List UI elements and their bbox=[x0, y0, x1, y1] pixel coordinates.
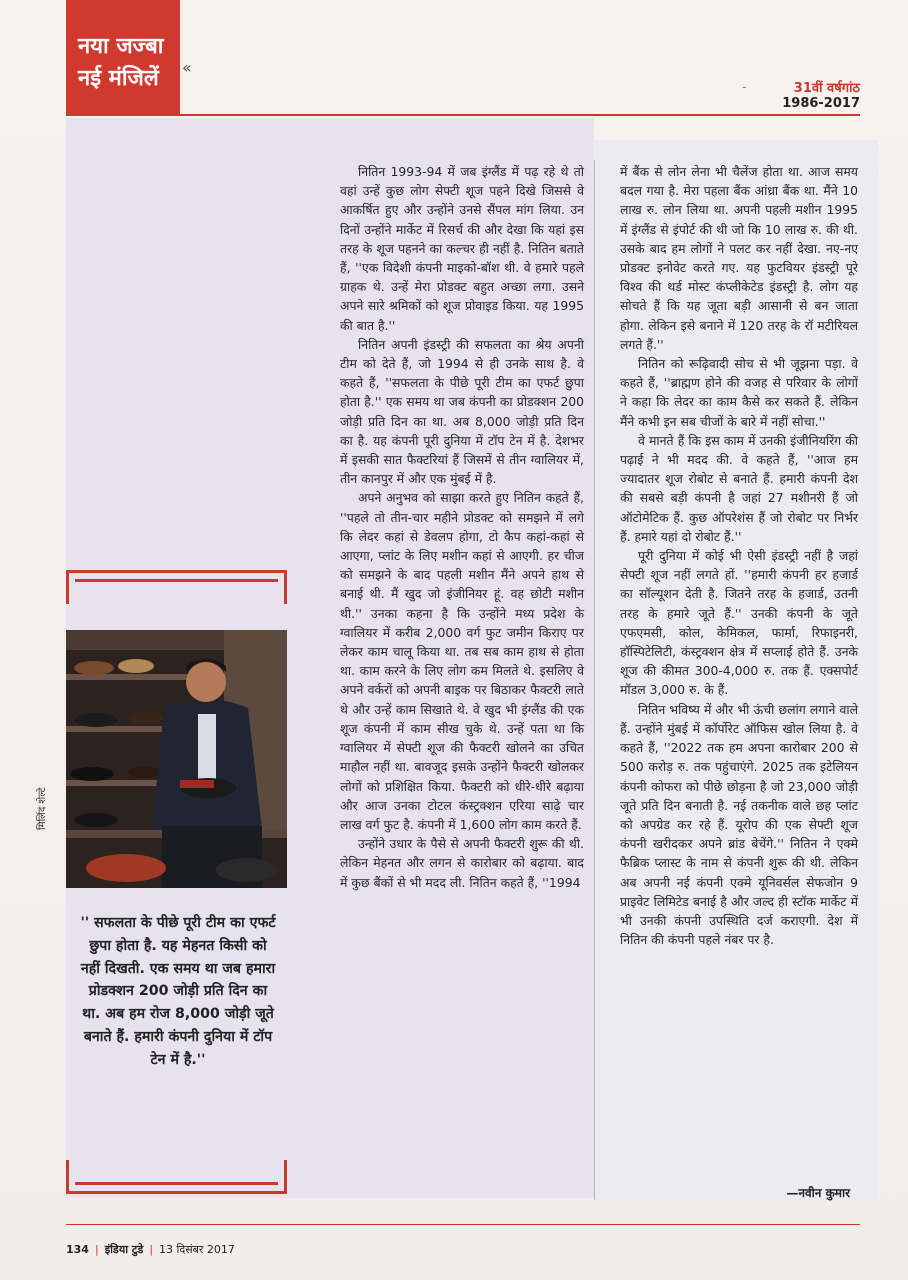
paragraph: नितिन अपनी इंडस्ट्री की सफलता का श्रेय अपनी टीम को देते हैं, जो 1994 से ही उनके साथ है. वे कहते हैं, ''सफलता के पीछे पूरी टीम का एफर्ट छुपा होता है.'' एक समय था जब कंपनी का प्रोडक्शन 200 जोड़ी प्रति दिन का था. अब 8,000 जोड़ी प्रति दिन का है. यह कंपनी पूरी दुनिया में टॉप टेन में है. देशभर में इसकी सात फैक्टरियां हैं जिसमें से तीन ग्वालियर में, तीन कानपुर में और एक मुंबई में है. bbox=[340, 336, 584, 487]
issue-date: 13 दिसंबर 2017 bbox=[159, 1243, 235, 1256]
header-rule bbox=[66, 114, 860, 116]
article-column-2 bbox=[620, 162, 858, 949]
paragraph: अपने अनुभव को साझा करते हुए नितिन कहते हैं, ''पहले तो तीन-चार महीने प्रोडक्ट को समझने में लगे कि लेदर कहां से डेवलप होगा, टो कैप कहां-कहां से आएगा, प्लांट के लिए मशीन कहां से आएगी. हर चीज को समझने के बाद पहली मशीन मैंने अपने हाथ से बनाई थी. मैं खुद जो इंजीनियर हूं. वह छोटी मशीन थी.'' उनका कहना है कि उन्होंने मध्य प्रदेश के ग्वालियर में करीब 2,000 वर्ग फुट जमीन किराए पर लेकर काम चालू किया था. तब सब काम हाथ से होता था. काम करने के लिए लोग कम मिलते थे. इसलिए वे अपने वर्करों को अपनी बाइक पर बिठाकर फैक्टरी लाते थे और उन्हें काम सिखाते थे. वे खुद भी इंग्लैंड की एक शूज कंपनी में काम सीख चुके थे. उन्हें पता था कि ग्वालियर में सेफ्टी शूज की फैक्टरी खोलने का उचित माहौल नहीं था. बावजूद इसके उन्होंने फैक्टरी खोलकर लोगों को प्रशिक्षित किया. फैक्टरी को धीरे-धीरे बढ़ाया और आज उनका टोटल कंस्ट्रक्शन एरिया साढ़े चार लाख वर्ग फुट है. कंपनी में 1,600 लोग काम करते हैं. bbox=[340, 490, 584, 832]
paragraph: नितिन 1993-94 में जब इंग्लैंड में पढ़ रहे थे तो वहां उन्हें कुछ लोग सेफ्टी शूज पहने दिखे जिससे वे आकर्षित हुए और उन्होंने उनसे सैंपल मांग लिया. उन दिनों उन्होंने मार्केट में रिसर्च की और देखा कि यहां इस तरह के शूज पहनने का कल्चर ही नहीं है. नितिन बताते हैं, ''एक विदेशी कंपनी माइको-बॉश थी. वे हमारे पहले ग्राहक थे. उन्हें मेरा प्रोडक्ट बहुत अच्छा लगा. उसने अपने सारे श्रमिकों को शूज प्रोवाइड किया. यह 1995 की बात है.'' bbox=[340, 164, 584, 333]
paragraph: पूरी दुनिया में कोई भी ऐसी इंडस्ट्री नहीं है जहां सेफ्टी शूज नहीं लगते हों. ''हमारी कंपनी हर हजार्ड का सॉल्यूशन देती है. जितने तरह के हजार्ड, उतनी तरह के हमारे जूते हैं.'' उनकी कंपनी के जूते एफएमसी, कोल, केमिकल, फार्मा, रिफाइनरी, हॉस्पिटेलिटी, कंस्ट्रक्शन क्षेत्र में सप्लाई होते हैं. उनके शूज की कीमत 300-4,000 रु. तक हैं. एक्सपोर्ट मॉडल 3,000 रु. के हैं. bbox=[620, 548, 858, 698]
column-divider bbox=[594, 160, 595, 1200]
page-number: 134 bbox=[66, 1243, 89, 1256]
edition-years: 1986-2017 bbox=[782, 96, 860, 111]
magazine-name: इंडिया टुडे bbox=[104, 1243, 144, 1256]
photo-credit: मिलिंद शेल्टे bbox=[37, 787, 48, 830]
footer-rule bbox=[66, 1224, 860, 1225]
paragraph: नितिन भविष्य में और भी ऊंची छलांग लगाने वाले हैं. उन्होंने मुंबई में कॉर्पोरेट ऑफिस खोल लिया है. वे कहते हैं, ''2022 तक हम अपना कारोबार 200 से 500 करोड़ रु. तक पहुंचाएंगे. 2025 तक इटेलियन कंपनी कोफरा को पीछे छोड़ना है जो 23,000 जोड़ी जूते प्रति दिन बनाती है. नई तकनीक वाले छह प्लांट को अपग्रेड कर रहे हैं. यूरोप की एक सेफ्टी शूज कंपनी खरीदकर अपने ब्रांड बेचेंगे.'' नितिन ने एक्मे फैब्रिक प्लास्ट के नाम से कंपनी शुरू की थी. लेकिन अब अपनी नई कंपनी एक्मे यूनिवर्सल सेफजोन 9 प्राइवेट लिमिटेड बनाई है और जल्द ही स्टॉक मार्केट में भी उनकी कंपनी उपस्थिति दर्ज कराएगी. देश में नितिन की कंपनी पहले नंबर पर है. bbox=[620, 701, 858, 948]
section-banner bbox=[66, 0, 180, 115]
banner-line-1: नया जज्बा bbox=[78, 34, 164, 59]
frame-top-decoration bbox=[66, 570, 287, 604]
paragraph: उन्होंने उधार के पैसे से अपनी फैक्टरी शुरू की थी. लेकिन मेहनत और लगन से कारोबार को बढ़ाया. बाद में कुछ बैंकों से भी मदद ली. नितिन कहते हैं, ''1994 bbox=[340, 836, 584, 890]
article-column-1 bbox=[340, 162, 584, 892]
banner-line-2: नई मंजिलें bbox=[78, 66, 159, 91]
paragraph: नितिन को रूढ़िवादी सोच से भी जूझना पड़ा. वे कहते हैं, ''ब्राह्मण होने की वजह से परिवार के लोगों ने कहा कि लेदर का काम कैसे कर सकते हैं. लेकिन मैंने कभी इन सब चीजों के बारे में नहीं सोचा.'' bbox=[620, 356, 858, 429]
author-byline: —नवीन कुमार bbox=[786, 1186, 850, 1200]
edition-title: 31वीं वर्षगांठ bbox=[793, 81, 860, 96]
chevron-left-icon: « bbox=[182, 58, 192, 77]
frame-bottom-decoration bbox=[66, 1160, 287, 1194]
paragraph: वे मानते हैं कि इस काम में उनकी इंजीनियरिंग की पढ़ाई ने भी मदद की. वे कहते हैं, ''आज हम ज्यादातर शूज रोबोट से बनाते हैं. हमारी कंपनी देश की सबसे बड़ी कंपनी है जहां 27 मशीनरी हैं जो ऑटोमेटिक हैं. कुछ ऑपरेशंस हैं जो रोबोट पर निर्भर हैं. हमारे यहां दो रोबोट हैं.'' bbox=[620, 432, 858, 544]
edition-dash: - bbox=[742, 80, 747, 95]
pull-quote: '' सफलता के पीछे पूरी टीम का एफर्ट छुपा होता है. यह मेहनत किसी को नहीं दिखती. एक समय था जब हमारा प्रोडक्शन 200 जोड़ी प्रति दिन का था. अब हम रोज 8,000 जोड़ी जूते बनाते हैं. हमारी कंपनी दुनिया में टॉप टेन में है.'' bbox=[80, 915, 276, 1068]
portrait-illustration bbox=[66, 630, 287, 888]
edition-label bbox=[782, 78, 860, 111]
page-footer: 134 | इंडिया टुडे | 13 दिसंबर 2017 bbox=[66, 1243, 235, 1256]
paragraph: में बैंक से लोन लेना भी चैलेंज होता था. आज समय बदल गया है. मेरा पहला बैंक आंध्रा बैंक था. मैंने 10 लाख रु. लोन लिया था. अपनी पहली मशीन 1995 में इंग्लैंड से इंपोर्ट की थी जो कि 10 लाख रु. की थी. उसके बाद हम लोगों ने पलट कर नहीं देखा. नए-नए प्रोडक्ट इनोवेट करते गए. यह फुटवियर इंडस्ट्री पूरे विश्व की थर्ड मोस्ट कंप्लीकेटेड इंडस्ट्री है. लोग यह सोचते हैं कि यह जूता बड़ी आसानी से बन जाता होगा. लेकिन इसे बनाने में 120 तरह के रॉ मटीरियल लगते हैं.'' bbox=[620, 164, 858, 352]
portrait-photo bbox=[66, 630, 287, 888]
